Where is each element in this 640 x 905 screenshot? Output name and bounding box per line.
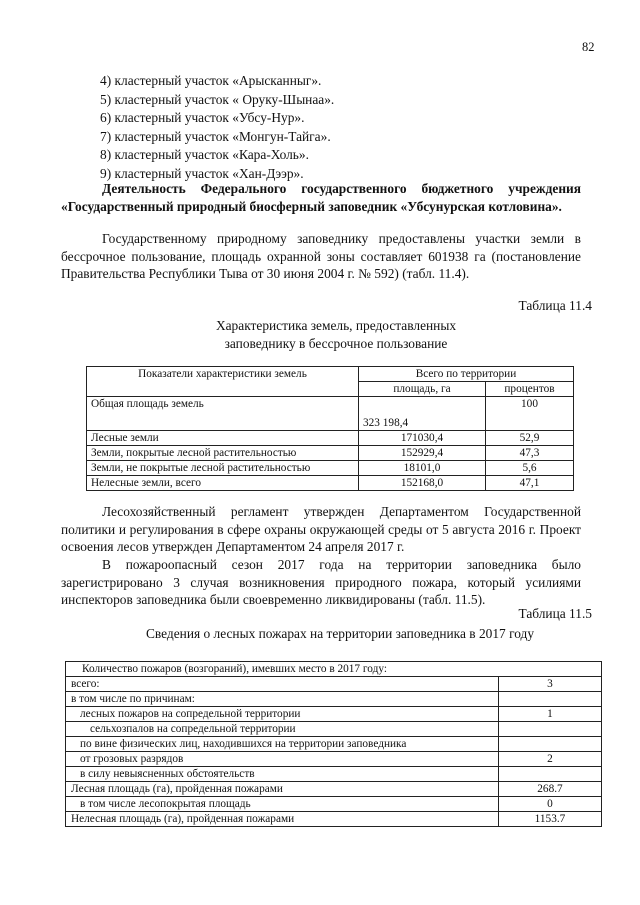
paragraph-text: Лесохозяйственный регламент утвержден Департаментом Государственной политики и регулирования в сфере охраны окружающей среды от 5 августа 2016 г. Проект освоения лесов утвержден Департаментом 24 апреля 2017 г. — [61, 504, 581, 555]
paragraph-land — [61, 230, 581, 283]
table-row — [66, 677, 602, 692]
row-area: 323 198,4 — [359, 397, 486, 431]
section-heading — [61, 180, 581, 215]
row-value — [499, 737, 602, 752]
row-area: 152168,0 — [359, 476, 486, 491]
row-label: Земли, не покрытые лесной растительностью — [87, 461, 359, 476]
row-label: по вине физических лиц, находившихся на территории заповедника — [66, 737, 499, 752]
row-label: Земли, покрытые лесной растительностью — [87, 446, 359, 461]
paragraph-fires — [61, 556, 581, 609]
table-row — [87, 461, 574, 476]
paragraph-regulation — [61, 503, 581, 556]
row-percent: 100 — [486, 397, 574, 431]
list-item: 6) кластерный участок «Убсу-Нур». — [100, 110, 305, 126]
row-label: Нелесные земли, всего — [87, 476, 359, 491]
row-label: лесных пожаров на сопредельной территории — [66, 707, 499, 722]
table-header-cell: Количество пожаров (возгораний), имевших место в 2017 году: — [66, 662, 602, 677]
table-row — [66, 692, 602, 707]
paragraph-text: В пожароопасный сезон 2017 года на территории заповедника было зарегистрировано 3 случая возникновения природного пожара, который усилиями инспекторов заповедника были своевременно ликвидированы (табл. 11.5). — [61, 557, 581, 608]
list-item: 7) кластерный участок «Монгун-Тайга». — [100, 128, 331, 144]
paragraph-text: Государственному природному заповеднику предоставлены участки земли в бессрочное пользование, площадь охранной зоны составляет 601938 га (постановление Правительства Республики Тыва от 30 июня 2004 г. № 592) (табл. 11.4). — [61, 231, 581, 282]
page-number: 82 — [582, 40, 595, 54]
row-value: 1153.7 — [499, 812, 602, 827]
row-value: 0 — [499, 797, 602, 812]
row-area: 171030,4 — [359, 431, 486, 446]
row-value: 1 — [499, 707, 602, 722]
fires-table — [65, 661, 602, 827]
row-value — [499, 722, 602, 737]
table-row — [87, 431, 574, 446]
row-label: Лесная площадь (га), пройденная пожарами — [66, 782, 499, 797]
table-title-line: Характеристика земель, предоставленных — [215, 318, 457, 333]
table-row — [66, 767, 602, 782]
row-percent: 47,3 — [486, 446, 574, 461]
cluster-list — [100, 72, 570, 184]
land-table — [86, 366, 574, 491]
table-header-cell: процентов — [486, 382, 574, 397]
table-title-line: заповеднику в бессрочное пользование — [224, 335, 448, 351]
table-title: Сведения о лесных пожарах на территории заповедника в 2017 году — [145, 626, 535, 641]
row-label: Нелесная площадь (га), пройденная пожарами — [66, 812, 499, 827]
row-label: в том числе по причинам: — [66, 692, 499, 707]
row-value — [499, 692, 602, 707]
table-row — [66, 707, 602, 722]
table-row — [66, 782, 602, 797]
row-label: Общая площадь земель — [87, 397, 359, 431]
row-value: 2 — [499, 752, 602, 767]
table-title — [96, 317, 576, 352]
list-item: 8) кластерный участок «Кара-Холь». — [100, 147, 309, 163]
table-caption: Таблица 11.4 — [518, 298, 592, 313]
row-value: 3 — [499, 677, 602, 692]
list-item: 4) кластерный участок «Арысканныг». — [100, 73, 322, 88]
row-label: всего: — [66, 677, 499, 692]
row-percent: 5,6 — [486, 461, 574, 476]
table-header-cell: Показатели характеристики земель — [87, 367, 359, 397]
row-percent: 47,1 — [486, 476, 574, 491]
table-row — [66, 722, 602, 737]
list-item: 9) кластерный участок «Хан-Дээр». — [100, 165, 304, 181]
table-header-cell: Всего по территории — [359, 367, 574, 382]
row-value: 268.7 — [499, 782, 602, 797]
row-area: 152929,4 — [359, 446, 486, 461]
table-header-cell: площадь, га — [359, 382, 486, 397]
row-label: сельхозпалов на сопредельной территории — [66, 722, 499, 737]
table-row — [66, 797, 602, 812]
table-row — [87, 476, 574, 491]
table-row — [66, 737, 602, 752]
row-area: 18101,0 — [359, 461, 486, 476]
table-row — [66, 752, 602, 767]
row-label: в силу невыясненных обстоятельств — [66, 767, 499, 782]
row-percent: 52,9 — [486, 431, 574, 446]
table-caption: Таблица 11.5 — [518, 606, 592, 621]
row-value — [499, 767, 602, 782]
list-item: 5) кластерный участок « Оруку-Шынаа». — [100, 91, 335, 107]
row-label: в том числе лесопокрытая площадь — [66, 797, 499, 812]
row-label: от грозовых разрядов — [66, 752, 499, 767]
table-row — [66, 812, 602, 827]
heading-text: Деятельность Федерального государственного бюджетного учреждения «Государственный природный биосферный заповедник «Убсунурская котловина». — [61, 181, 581, 214]
row-label: Лесные земли — [87, 431, 359, 446]
table-row — [87, 446, 574, 461]
table-row — [87, 397, 574, 431]
